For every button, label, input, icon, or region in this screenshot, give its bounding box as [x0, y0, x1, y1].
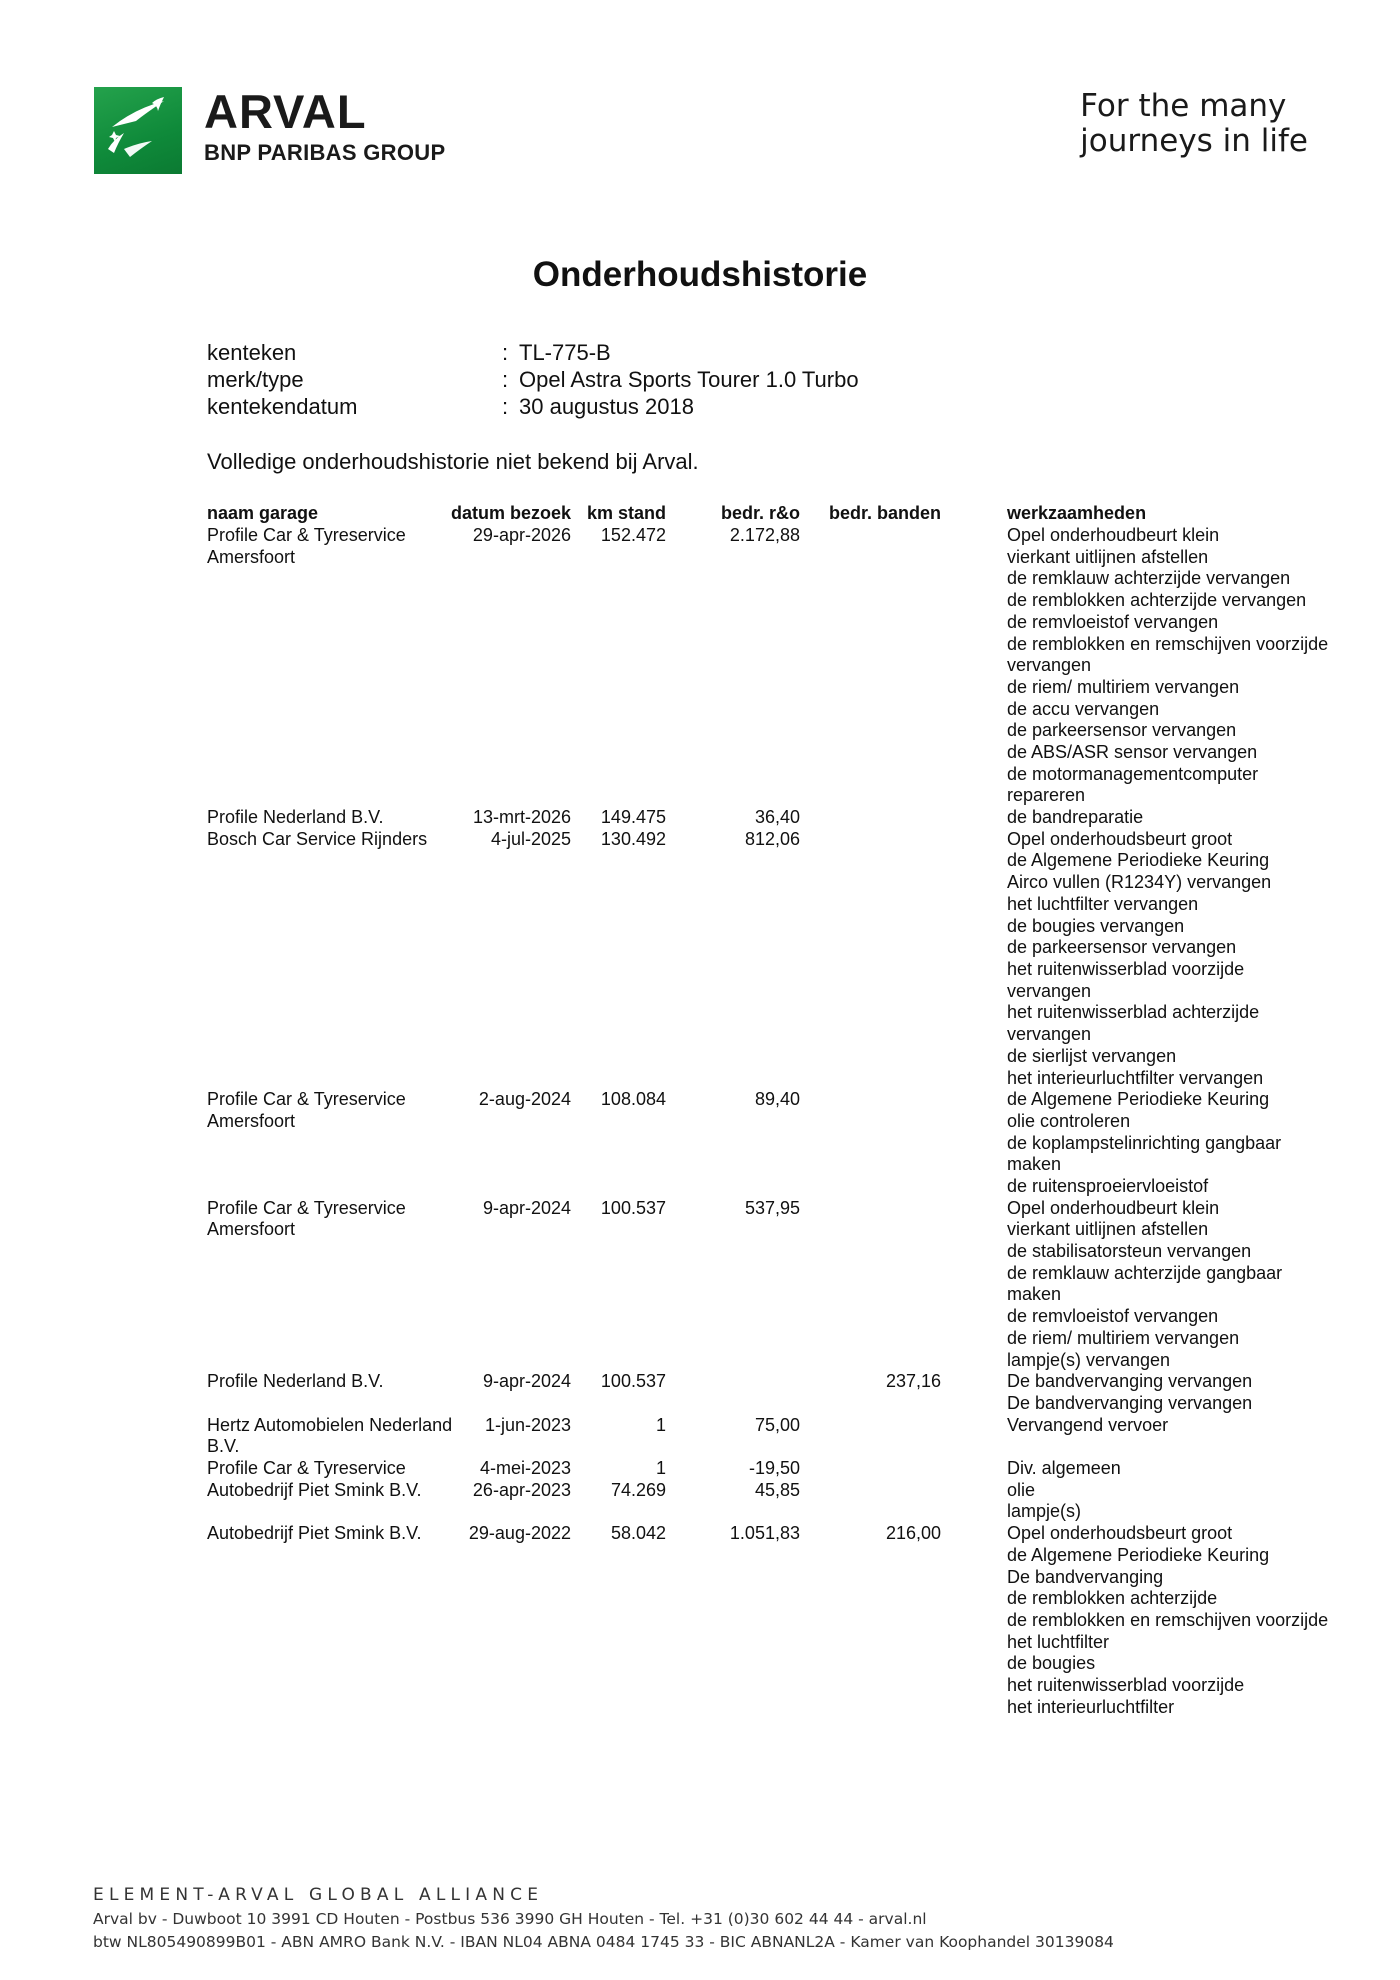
- cell-km: 130.492: [600, 828, 666, 849]
- cell-werkzaamheden: [1007, 525, 1347, 807]
- werk-line: vierkant uitlijnen afstellen: [1007, 546, 1209, 567]
- cell-datum: 26-apr-2023: [472, 1479, 571, 1500]
- table-row: [207, 525, 1347, 807]
- werk-line: de riem/ multiriem vervangen: [1007, 1327, 1240, 1348]
- werk-line: de Algemene Periodieke Keuring: [1007, 1089, 1270, 1110]
- cell-ro: 45,85: [754, 1479, 800, 1500]
- cell-ro: 2.172,88: [729, 525, 800, 545]
- cell-ro: 537,95: [744, 1197, 800, 1218]
- werk-line: olie: [1007, 1479, 1036, 1500]
- cell-datum: 13-mrt-2026: [472, 807, 571, 828]
- table-body: [207, 525, 1347, 1718]
- werk-line: het ruitenwisserblad voorzijde: [1007, 1675, 1245, 1696]
- werk-line: het interieurluchtfilter vervangen: [1007, 1067, 1264, 1088]
- cell-ro: 812,06: [744, 828, 800, 849]
- werk-line: de riem/ multiriem vervangen: [1007, 676, 1240, 697]
- werk-line: lampje(s) vervangen: [1007, 1349, 1171, 1370]
- brand-name: ARVAL: [204, 85, 367, 138]
- werk-line: de koplampstelinrichting gangbaar: [1007, 1132, 1282, 1153]
- info-value: 30 augustus 2018: [519, 394, 694, 419]
- werk-line: De bandvervanging vervangen: [1007, 1392, 1253, 1413]
- cell-garage: Profile Nederland B.V.: [207, 1371, 384, 1392]
- werk-line: Airco vullen (R1234Y) vervangen: [1007, 872, 1272, 893]
- werk-line: de parkeersensor vervangen: [1007, 720, 1237, 741]
- info-separator: :: [502, 367, 509, 392]
- cell-werkzaamheden: [1007, 1458, 1347, 1480]
- werk-line: De bandvervanging vervangen: [1007, 1371, 1253, 1392]
- werk-line: de bandreparatie: [1007, 807, 1144, 828]
- footer-address: Arval bv - Duwboot 10 3991 CD Houten - Postbus 536 3990 GH Houten - Tel. +31 (0)30 602 44 44 - arval.nl: [93, 1910, 927, 1928]
- werk-line: de remblokken achterzijde: [1007, 1588, 1218, 1609]
- cell-garage: Profile Nederland B.V.: [207, 807, 384, 828]
- werk-line: de remklauw achterzijde gangbaar: [1007, 1262, 1283, 1283]
- cell-werkzaamheden: [1007, 1371, 1347, 1414]
- werk-line: de Algemene Periodieke Keuring: [1007, 850, 1270, 871]
- cell-garage: Profile Car & Tyreservice Amersfoort: [207, 1089, 406, 1131]
- table-row: [207, 1523, 1347, 1718]
- werk-line: Vervangend vervoer: [1007, 1414, 1169, 1435]
- info-value: TL-775-B: [519, 340, 611, 365]
- werk-line: maken: [1007, 1284, 1062, 1305]
- header-ro: bedr. r&o: [720, 503, 800, 523]
- cell-garage: Autobedrijf Piet Smink B.V.: [207, 1479, 422, 1500]
- header-werk: werkzaamheden: [1007, 503, 1147, 523]
- footer-alliance: ELEMENT-ARVAL GLOBAL ALLIANCE: [93, 1885, 544, 1905]
- werk-line: de sierlijst vervangen: [1007, 1045, 1177, 1066]
- table-row: [207, 1089, 1347, 1198]
- werk-line: de remblokken en remschijven voorzijde: [1007, 1609, 1329, 1630]
- werk-line: repareren: [1007, 785, 1086, 806]
- werk-line: de stabilisatorsteun vervangen: [1007, 1241, 1252, 1262]
- info-label: kenteken: [207, 340, 297, 365]
- cell-datum: 9-apr-2024: [482, 1197, 571, 1218]
- cell-werkzaamheden: [1007, 1089, 1347, 1198]
- cell-km: 1: [655, 1458, 666, 1479]
- info-value: Opel Astra Sports Tourer 1.0 Turbo: [519, 367, 859, 392]
- cell-ro: -19,50: [748, 1458, 800, 1479]
- werk-line: de accu vervangen: [1007, 698, 1160, 719]
- cell-km: 149.475: [600, 807, 666, 828]
- werk-line: vervangen: [1007, 980, 1092, 1001]
- werk-line: de bougies: [1007, 1653, 1096, 1674]
- cell-km: 108.084: [600, 1089, 666, 1110]
- cell-datum: 1-jun-2023: [484, 1414, 571, 1435]
- werk-line: vervangen: [1007, 655, 1092, 676]
- table-header: [207, 503, 1347, 525]
- cell-werkzaamheden: [1007, 1198, 1347, 1372]
- werk-line: vierkant uitlijnen afstellen: [1007, 1219, 1209, 1240]
- cell-garage: Bosch Car Service Rijnders: [207, 828, 428, 849]
- tagline: [1080, 89, 1308, 159]
- table-row: [207, 1198, 1347, 1372]
- werk-line: Opel onderhoudbeurt klein: [1007, 1197, 1220, 1218]
- werk-line: vervangen: [1007, 1024, 1092, 1045]
- cell-km: 100.537: [600, 1371, 666, 1392]
- werk-line: Opel onderhoudsbeurt groot: [1007, 1523, 1233, 1544]
- werk-line: Opel onderhoudbeurt klein: [1007, 525, 1220, 545]
- info-label: kentekendatum: [207, 394, 358, 419]
- cell-km: 74.269: [610, 1479, 666, 1500]
- cell-km: 100.537: [600, 1197, 666, 1218]
- werk-line: de motormanagementcomputer: [1007, 763, 1259, 784]
- cell-datum: 29-apr-2026: [472, 525, 571, 545]
- cell-garage: Profile Car & Tyreservice Amersfoort: [207, 525, 406, 567]
- cell-datum: 29-aug-2022: [468, 1523, 571, 1544]
- werk-line: Opel onderhoudsbeurt groot: [1007, 828, 1233, 849]
- cell-km: 1: [655, 1414, 666, 1435]
- cell-ro: 36,40: [754, 807, 800, 828]
- werk-line: olie controleren: [1007, 1110, 1131, 1131]
- cell-garage: Profile Car & Tyreservice: [207, 1458, 406, 1479]
- werk-line: de remklauw achterzijde vervangen: [1007, 568, 1291, 589]
- table-row: [207, 807, 1347, 829]
- cell-datum: 4-jul-2025: [490, 828, 571, 849]
- cell-datum: 2-aug-2024: [478, 1089, 571, 1110]
- table-row: [207, 1480, 1347, 1523]
- maintenance-table: [207, 503, 1347, 1718]
- werk-line: het ruitenwisserblad voorzijde: [1007, 959, 1245, 979]
- table-row: [207, 1415, 1347, 1458]
- info-separator: :: [502, 340, 509, 365]
- tagline-line: For the many: [1080, 88, 1287, 124]
- werk-line: het luchtfilter: [1007, 1631, 1110, 1652]
- cell-ro: 75,00: [754, 1414, 800, 1435]
- footer-company-details: btw NL805490899B01 - ABN AMRO Bank N.V. - IBAN NL04 ABNA 0484 1745 33 - BIC ABNANL2A - Kamer van Koophandel 30139084: [93, 1933, 1114, 1951]
- werk-line: de remblokken en remschijven voorzijde: [1007, 633, 1329, 654]
- werk-line: maken: [1007, 1154, 1062, 1175]
- brand-group: BNP PARIBAS GROUP: [204, 140, 446, 165]
- werk-line: de bougies vervangen: [1007, 915, 1185, 936]
- arval-logo-icon: [94, 87, 182, 174]
- cell-datum: 4-mei-2023: [479, 1458, 571, 1479]
- cell-ro: 89,40: [754, 1089, 800, 1110]
- table-row: [207, 1458, 1347, 1480]
- tagline-line: journeys in life: [1080, 123, 1308, 159]
- footer: [93, 1885, 1114, 1951]
- header-km: km stand: [586, 503, 666, 523]
- cell-garage: Profile Car & Tyreservice Amersfoort: [207, 1197, 406, 1240]
- cell-ro: 1.051,83: [729, 1523, 800, 1544]
- werk-line: de remblokken achterzijde vervangen: [1007, 590, 1307, 611]
- cell-banden: 216,00: [885, 1523, 941, 1544]
- cell-banden: 237,16: [885, 1371, 941, 1392]
- cell-werkzaamheden: [1007, 807, 1347, 829]
- info-label: merk/type: [207, 367, 304, 392]
- werk-line: de remvloeistof vervangen: [1007, 1306, 1219, 1327]
- table-row: [207, 1371, 1347, 1414]
- history-notice: Volledige onderhoudshistorie niet bekend bij Arval.: [207, 449, 699, 474]
- werk-line: de ruitensproeiervloeistof: [1007, 1175, 1209, 1196]
- header-banden: bedr. banden: [828, 503, 941, 523]
- cell-werkzaamheden: [1007, 1480, 1347, 1523]
- cell-km: 152.472: [600, 525, 666, 545]
- page-title: Onderhoudshistorie: [532, 255, 868, 294]
- header-garage: naam garage: [207, 503, 319, 523]
- werk-line: het interieurluchtfilter: [1007, 1696, 1175, 1717]
- header-datum: datum bezoek: [450, 503, 571, 523]
- werk-line: het luchtfilter vervangen: [1007, 893, 1199, 914]
- werk-line: het ruitenwisserblad achterzijde: [1007, 1002, 1260, 1023]
- cell-werkzaamheden: [1007, 1415, 1347, 1437]
- werk-line: lampje(s): [1007, 1501, 1082, 1522]
- cell-werkzaamheden: [1007, 1523, 1347, 1718]
- werk-line: Div. algemeen: [1007, 1458, 1121, 1479]
- werk-line: de parkeersensor vervangen: [1007, 937, 1237, 958]
- info-separator: :: [502, 394, 509, 419]
- cell-garage: Autobedrijf Piet Smink B.V.: [207, 1523, 422, 1544]
- cell-garage: Hertz Automobielen Nederland B.V.: [207, 1414, 453, 1457]
- cell-werkzaamheden: [1007, 829, 1347, 1089]
- werk-line: de ABS/ASR sensor vervangen: [1007, 742, 1258, 763]
- table-row: [207, 829, 1347, 1089]
- werk-line: de Algemene Periodieke Keuring: [1007, 1544, 1270, 1565]
- werk-line: De bandvervanging: [1007, 1566, 1164, 1587]
- cell-km: 58.042: [610, 1523, 666, 1544]
- cell-datum: 9-apr-2024: [482, 1371, 571, 1392]
- werk-line: de remvloeistof vervangen: [1007, 611, 1219, 632]
